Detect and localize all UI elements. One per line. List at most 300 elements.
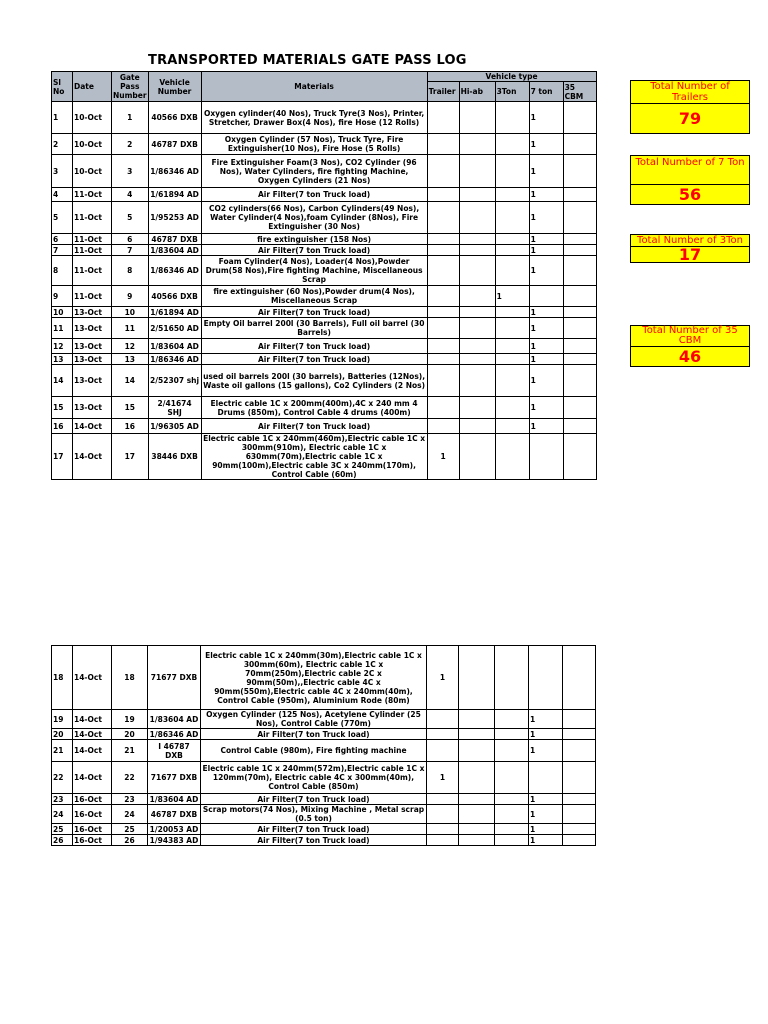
cell-vehicle-number: 2/41674 SHJ bbox=[148, 397, 201, 419]
cell-3ton bbox=[495, 710, 529, 729]
cell-vehicle-number: 1/61894 AD bbox=[148, 307, 201, 318]
cell-35cbm bbox=[563, 202, 596, 234]
cell-gate-pass: 10 bbox=[112, 307, 149, 318]
cell-7ton: 1 bbox=[529, 397, 563, 419]
cell-gate-pass: 23 bbox=[112, 794, 148, 805]
cell-trailer bbox=[427, 307, 459, 318]
table-row bbox=[52, 419, 597, 434]
cell-materials: Air Filter(7 ton Truck load) bbox=[201, 419, 427, 434]
cell-35cbm bbox=[563, 794, 596, 805]
table-row bbox=[52, 155, 597, 188]
table-row bbox=[52, 646, 596, 710]
cell-sl-no: 14 bbox=[52, 365, 73, 397]
cell-35cbm bbox=[563, 134, 596, 155]
cell-3ton bbox=[495, 729, 529, 740]
cell-gate-pass: 3 bbox=[112, 155, 149, 188]
cell-3ton bbox=[495, 434, 529, 480]
page-title: TRANSPORTED MATERIALS GATE PASS LOG bbox=[148, 53, 467, 68]
cell-date: 14-Oct bbox=[73, 710, 112, 729]
cell-materials: Air Filter(7 ton Truck load) bbox=[201, 188, 427, 202]
cell-materials: Air Filter(7 ton Truck load) bbox=[201, 824, 427, 835]
cell-7ton bbox=[529, 286, 563, 307]
cell-materials: fire extinguisher (60 Nos),Powder drum(4 Nos), Miscellaneous Scrap bbox=[201, 286, 427, 307]
cell-3ton bbox=[495, 245, 529, 256]
cell-date: 16-Oct bbox=[73, 835, 112, 846]
table-row bbox=[52, 805, 596, 824]
cell-sl-no: 8 bbox=[52, 256, 73, 286]
cell-sl-no: 11 bbox=[52, 318, 73, 339]
cell-vehicle-number: 46787 DXB bbox=[148, 234, 201, 245]
cell-materials: fire extinguisher (158 Nos) bbox=[201, 234, 427, 245]
cell-7ton: 1 bbox=[529, 354, 563, 365]
cell-gate-pass: 26 bbox=[112, 835, 148, 846]
cell-vehicle-number: 71677 DXB bbox=[148, 646, 201, 710]
cell-gate-pass: 8 bbox=[112, 256, 149, 286]
cell-date: 16-Oct bbox=[73, 824, 112, 835]
cell-hiab bbox=[459, 729, 495, 740]
summary-value: 79 bbox=[678, 109, 702, 128]
table-row bbox=[52, 762, 596, 794]
cell-materials: Electric cable 1C x 240mm(30m),Electric cable 1C x 300mm(60m), Electric cable 1C x 70mm(250m),Electric cable 2C x 90mm(50m),,Electric cable 4C x 90mm(550m),Electric cable 4C x 240mm(40m), Control Cable (950m), Aluminium Rode (80m) bbox=[201, 646, 427, 710]
cell-gate-pass: 7 bbox=[112, 245, 149, 256]
cell-7ton: 1 bbox=[529, 419, 563, 434]
cell-trailer bbox=[427, 740, 459, 762]
summary-label: Total Number of 7 Ton bbox=[631, 156, 749, 185]
cell-vehicle-number: 40566 DXB bbox=[148, 286, 201, 307]
table-row bbox=[52, 134, 597, 155]
cell-vehicle-number: 1/83604 AD bbox=[148, 339, 201, 354]
cell-35cbm bbox=[563, 234, 596, 245]
cell-7ton: 1 bbox=[529, 256, 563, 286]
cell-sl-no: 25 bbox=[52, 824, 73, 835]
cell-35cbm bbox=[563, 824, 596, 835]
cell-date: 14-Oct bbox=[73, 740, 112, 762]
summary-label: Total Number of 3Ton bbox=[631, 235, 749, 247]
cell-trailer: 1 bbox=[427, 762, 459, 794]
cell-date: 14-Oct bbox=[73, 646, 112, 710]
cell-materials: Foam Cylinder(4 Nos), Loader(4 Nos),Powder Drum(58 Nos),Fire fighting Machine, Miscellaneous Scrap bbox=[201, 256, 427, 286]
cell-hiab bbox=[459, 155, 495, 188]
cell-3ton bbox=[495, 365, 529, 397]
cell-trailer bbox=[427, 835, 459, 846]
header-7ton: 7 ton bbox=[529, 82, 563, 102]
cell-hiab bbox=[459, 339, 495, 354]
cell-35cbm bbox=[563, 256, 596, 286]
cell-gate-pass: 14 bbox=[112, 365, 149, 397]
cell-vehicle-number: 38446 DXB bbox=[148, 434, 201, 480]
cell-vehicle-number: 2/51650 AD bbox=[148, 318, 201, 339]
cell-3ton bbox=[495, 134, 529, 155]
cell-trailer bbox=[427, 245, 459, 256]
cell-materials: Oxygen Cylinder (57 Nos), Truck Tyre, Fire Extinguisher(10 Nos), Fire Hose (5 Rolls) bbox=[201, 134, 427, 155]
cell-hiab bbox=[459, 134, 495, 155]
cell-hiab bbox=[459, 419, 495, 434]
header-35cbm: 35 CBM bbox=[563, 82, 596, 102]
table-row bbox=[52, 794, 596, 805]
cell-vehicle-number: 2/52307 shj bbox=[148, 365, 201, 397]
cell-3ton bbox=[495, 805, 529, 824]
cell-sl-no: 15 bbox=[52, 397, 73, 419]
cell-sl-no: 26 bbox=[52, 835, 73, 846]
cell-date: 11-Oct bbox=[73, 202, 112, 234]
cell-7ton: 1 bbox=[529, 155, 563, 188]
cell-vehicle-number: 1/61894 AD bbox=[148, 188, 201, 202]
header-3ton: 3Ton bbox=[495, 82, 529, 102]
cell-hiab bbox=[459, 794, 495, 805]
cell-hiab bbox=[459, 397, 495, 419]
cell-gate-pass: 19 bbox=[112, 710, 148, 729]
cell-sl-no: 21 bbox=[52, 740, 73, 762]
cell-gate-pass: 11 bbox=[112, 318, 149, 339]
cell-7ton bbox=[529, 646, 563, 710]
cell-3ton bbox=[495, 307, 529, 318]
table-row bbox=[52, 354, 597, 365]
cell-trailer bbox=[427, 102, 459, 134]
cell-sl-no: 24 bbox=[52, 805, 73, 824]
cell-hiab bbox=[459, 256, 495, 286]
cell-date: 11-Oct bbox=[73, 256, 112, 286]
cell-gate-pass: 5 bbox=[112, 202, 149, 234]
cell-sl-no: 22 bbox=[52, 762, 73, 794]
cell-date: 10-Oct bbox=[73, 155, 112, 188]
cell-3ton bbox=[495, 824, 529, 835]
cell-trailer bbox=[427, 710, 459, 729]
cell-7ton: 1 bbox=[529, 835, 563, 846]
cell-sl-no: 17 bbox=[52, 434, 73, 480]
cell-date: 16-Oct bbox=[73, 805, 112, 824]
cell-hiab bbox=[459, 307, 495, 318]
cell-materials: used oil barrels 200l (30 barrels), Batteries (12Nos), Waste oil gallons (15 gallons), Co2 Cylinders (2 Nos) bbox=[201, 365, 427, 397]
cell-date: 10-Oct bbox=[73, 134, 112, 155]
cell-gate-pass: 20 bbox=[112, 729, 148, 740]
cell-vehicle-number: 46787 DXB bbox=[148, 134, 201, 155]
summary-3ton bbox=[630, 234, 750, 263]
cell-materials: Air Filter(7 ton Truck load) bbox=[201, 794, 427, 805]
table-row bbox=[52, 434, 597, 480]
cell-3ton bbox=[495, 155, 529, 188]
cell-35cbm bbox=[563, 102, 596, 134]
cell-vehicle-number: 71677 DXB bbox=[148, 762, 201, 794]
cell-3ton bbox=[495, 762, 529, 794]
cell-3ton bbox=[495, 102, 529, 134]
table-row bbox=[52, 710, 596, 729]
cell-7ton: 1 bbox=[529, 234, 563, 245]
cell-date: 14-Oct bbox=[73, 729, 112, 740]
table-row bbox=[52, 234, 597, 245]
cell-sl-no: 23 bbox=[52, 794, 73, 805]
cell-sl-no: 16 bbox=[52, 419, 73, 434]
cell-hiab bbox=[459, 646, 495, 710]
cell-hiab bbox=[459, 202, 495, 234]
cell-35cbm bbox=[563, 835, 596, 846]
cell-trailer bbox=[427, 339, 459, 354]
cell-35cbm bbox=[563, 318, 596, 339]
cell-35cbm bbox=[563, 307, 596, 318]
cell-materials: Control Cable (980m), Fire fighting machine bbox=[201, 740, 427, 762]
cell-vehicle-number: 1/20053 AD bbox=[148, 824, 201, 835]
table-row bbox=[52, 835, 596, 846]
cell-vehicle-number: 1/86346 AD bbox=[148, 155, 201, 188]
cell-gate-pass: 18 bbox=[112, 646, 148, 710]
cell-gate-pass: 2 bbox=[112, 134, 149, 155]
cell-date: 16-Oct bbox=[73, 794, 112, 805]
cell-7ton: 1 bbox=[529, 339, 563, 354]
cell-date: 11-Oct bbox=[73, 188, 112, 202]
cell-vehicle-number: 1/86346 AD bbox=[148, 729, 201, 740]
cell-sl-no: 12 bbox=[52, 339, 73, 354]
cell-sl-no: 20 bbox=[52, 729, 73, 740]
cell-7ton bbox=[529, 434, 563, 480]
cell-trailer: 1 bbox=[427, 434, 459, 480]
cell-gate-pass: 16 bbox=[112, 419, 149, 434]
cell-gate-pass: 22 bbox=[112, 762, 148, 794]
cell-7ton: 1 bbox=[529, 710, 563, 729]
cell-35cbm bbox=[563, 365, 596, 397]
cell-date: 10-Oct bbox=[73, 102, 112, 134]
cell-sl-no: 18 bbox=[52, 646, 73, 710]
cell-sl-no: 7 bbox=[52, 245, 73, 256]
cell-date: 11-Oct bbox=[73, 234, 112, 245]
cell-7ton: 1 bbox=[529, 188, 563, 202]
cell-trailer bbox=[427, 805, 459, 824]
cell-sl-no: 9 bbox=[52, 286, 73, 307]
cell-date: 14-Oct bbox=[73, 434, 112, 480]
table-row bbox=[52, 365, 597, 397]
cell-3ton bbox=[495, 188, 529, 202]
cell-35cbm bbox=[563, 245, 596, 256]
table-row bbox=[52, 245, 597, 256]
cell-date: 14-Oct bbox=[73, 419, 112, 434]
summary-label: Total Number of 35 CBM bbox=[631, 326, 749, 347]
cell-vehicle-number: 1/83604 AD bbox=[148, 245, 201, 256]
header-sl-no: Sl No bbox=[52, 72, 73, 102]
cell-sl-no: 1 bbox=[52, 102, 73, 134]
summary-label: Total Number of Trailers bbox=[631, 81, 749, 104]
cell-7ton: 1 bbox=[529, 729, 563, 740]
cell-materials: Air Filter(7 ton Truck load) bbox=[201, 835, 427, 846]
cell-materials: Oxygen Cylinder (125 Nos), Acetylene Cylinder (25 Nos), Control Cable (770m) bbox=[201, 710, 427, 729]
cell-gate-pass: 24 bbox=[112, 805, 148, 824]
cell-vehicle-number: 1/83604 AD bbox=[148, 794, 201, 805]
cell-gate-pass: 15 bbox=[112, 397, 149, 419]
cell-trailer bbox=[427, 256, 459, 286]
summary-35cbm bbox=[630, 325, 750, 367]
table-row bbox=[52, 339, 597, 354]
cell-trailer bbox=[427, 824, 459, 835]
cell-3ton bbox=[495, 646, 529, 710]
cell-7ton: 1 bbox=[529, 102, 563, 134]
cell-trailer: 1 bbox=[427, 646, 459, 710]
cell-gate-pass: 9 bbox=[112, 286, 149, 307]
cell-trailer bbox=[427, 286, 459, 307]
cell-vehicle-number: 1/94383 AD bbox=[148, 835, 201, 846]
cell-35cbm bbox=[563, 188, 596, 202]
cell-trailer bbox=[427, 794, 459, 805]
table-row bbox=[52, 202, 597, 234]
cell-35cbm bbox=[563, 729, 596, 740]
table-row bbox=[52, 740, 596, 762]
cell-35cbm bbox=[563, 339, 596, 354]
cell-3ton: 1 bbox=[495, 286, 529, 307]
summary-7ton bbox=[630, 155, 750, 205]
cell-3ton bbox=[495, 740, 529, 762]
cell-gate-pass: 12 bbox=[112, 339, 149, 354]
cell-35cbm bbox=[563, 419, 596, 434]
summary-value: 46 bbox=[678, 347, 702, 366]
cell-7ton bbox=[529, 762, 563, 794]
cell-hiab bbox=[459, 805, 495, 824]
summary-value: 56 bbox=[678, 185, 702, 204]
cell-trailer bbox=[427, 134, 459, 155]
table-row bbox=[52, 256, 597, 286]
cell-hiab bbox=[459, 234, 495, 245]
header-materials: Materials bbox=[201, 72, 427, 102]
cell-35cbm bbox=[563, 646, 596, 710]
cell-hiab bbox=[459, 188, 495, 202]
cell-date: 14-Oct bbox=[73, 762, 112, 794]
cell-date: 13-Oct bbox=[73, 307, 112, 318]
cell-vehicle-number: 40566 DXB bbox=[148, 102, 201, 134]
cell-materials: Electric cable 1C x 200mm(400m),4C x 240 mm 4 Drums (850m), Control Cable 4 drums (400m) bbox=[201, 397, 427, 419]
cell-gate-pass: 13 bbox=[112, 354, 149, 365]
cell-date: 13-Oct bbox=[73, 365, 112, 397]
cell-vehicle-number: 1/96305 AD bbox=[148, 419, 201, 434]
cell-sl-no: 6 bbox=[52, 234, 73, 245]
header-gate-pass: Gate Pass Number bbox=[113, 73, 147, 100]
cell-3ton bbox=[495, 339, 529, 354]
cell-trailer bbox=[427, 188, 459, 202]
cell-hiab bbox=[459, 102, 495, 134]
cell-vehicle-number: 1/95253 AD bbox=[148, 202, 201, 234]
cell-gate-pass: 21 bbox=[112, 740, 148, 762]
summary-value: 17 bbox=[678, 245, 702, 264]
cell-sl-no: 13 bbox=[52, 354, 73, 365]
cell-hiab bbox=[459, 762, 495, 794]
cell-date: 13-Oct bbox=[73, 339, 112, 354]
cell-7ton: 1 bbox=[529, 824, 563, 835]
cell-7ton: 1 bbox=[529, 365, 563, 397]
cell-hiab bbox=[459, 245, 495, 256]
cell-3ton bbox=[495, 318, 529, 339]
cell-date: 13-Oct bbox=[73, 354, 112, 365]
cell-3ton bbox=[495, 397, 529, 419]
header-vehicle-type: Vehicle type bbox=[427, 72, 596, 82]
cell-35cbm bbox=[563, 710, 596, 729]
cell-materials: Scrap motors(74 Nos), Mixing Machine , Metal scrap (0.5 ton) bbox=[201, 805, 427, 824]
cell-materials: Electric cable 1C x 240mm(460m),Electric cable 1C x 300mm(910m), Electric cable 1C x 630mm(70m),Electric cable 1C x 90mm(100m),Electric cable 3C x 240mm(170m), Control Cable (60m) bbox=[201, 434, 427, 480]
cell-35cbm bbox=[563, 155, 596, 188]
header-date: Date bbox=[73, 72, 112, 102]
cell-date: 11-Oct bbox=[73, 286, 112, 307]
cell-materials: Empty Oil barrel 200l (30 Barrels), Full oil barrel (30 Barrels) bbox=[201, 318, 427, 339]
cell-materials: Oxygen cylinder(40 Nos), Truck Tyre(3 Nos), Printer, Stretcher, Drawer Box(4 Nos), fire Hose (12 Rolls) bbox=[201, 102, 427, 134]
table-row bbox=[52, 307, 597, 318]
cell-35cbm bbox=[563, 740, 596, 762]
cell-trailer bbox=[427, 202, 459, 234]
cell-3ton bbox=[495, 835, 529, 846]
cell-date: 13-Oct bbox=[73, 318, 112, 339]
cell-35cbm bbox=[563, 397, 596, 419]
cell-35cbm bbox=[563, 286, 596, 307]
cell-hiab bbox=[459, 710, 495, 729]
cell-materials: Air Filter(7 ton Truck load) bbox=[201, 339, 427, 354]
table-row bbox=[52, 318, 597, 339]
cell-trailer bbox=[427, 729, 459, 740]
cell-sl-no: 5 bbox=[52, 202, 73, 234]
cell-materials: Air Filter(7 ton Truck load) bbox=[201, 307, 427, 318]
cell-hiab bbox=[459, 365, 495, 397]
table-row bbox=[52, 729, 596, 740]
cell-hiab bbox=[459, 354, 495, 365]
cell-7ton: 1 bbox=[529, 805, 563, 824]
cell-vehicle-number: I 46787 DXB bbox=[148, 740, 201, 762]
cell-hiab bbox=[459, 740, 495, 762]
cell-35cbm bbox=[563, 434, 596, 480]
cell-35cbm bbox=[563, 354, 596, 365]
header-vehicle-number: Vehicle Number bbox=[148, 72, 201, 102]
cell-3ton bbox=[495, 234, 529, 245]
cell-trailer bbox=[427, 318, 459, 339]
gate-pass-table-top bbox=[51, 71, 597, 480]
table-row bbox=[52, 397, 597, 419]
gate-pass-table-bottom bbox=[51, 645, 596, 846]
summary-trailers bbox=[630, 80, 750, 134]
cell-3ton bbox=[495, 354, 529, 365]
cell-sl-no: 19 bbox=[52, 710, 73, 729]
cell-7ton: 1 bbox=[529, 307, 563, 318]
cell-trailer bbox=[427, 354, 459, 365]
cell-hiab bbox=[459, 286, 495, 307]
cell-sl-no: 4 bbox=[52, 188, 73, 202]
cell-materials: Fire Extinguisher Foam(3 Nos), CO2 Cylinder (96 Nos), Water Cylinders, fire fighting Machine, Oxygen Cylinders (21 Nos) bbox=[201, 155, 427, 188]
table-row bbox=[52, 102, 597, 134]
cell-vehicle-number: 46787 DXB bbox=[148, 805, 201, 824]
cell-trailer bbox=[427, 419, 459, 434]
cell-3ton bbox=[495, 794, 529, 805]
cell-vehicle-number: 1/86346 AD bbox=[148, 256, 201, 286]
cell-3ton bbox=[495, 419, 529, 434]
cell-vehicle-number: 1/83604 AD bbox=[148, 710, 201, 729]
cell-trailer bbox=[427, 365, 459, 397]
cell-trailer bbox=[427, 397, 459, 419]
table-row bbox=[52, 824, 596, 835]
cell-trailer bbox=[427, 155, 459, 188]
table-row bbox=[52, 286, 597, 307]
cell-gate-pass: 6 bbox=[112, 234, 149, 245]
cell-date: 11-Oct bbox=[73, 245, 112, 256]
cell-7ton: 1 bbox=[529, 740, 563, 762]
cell-gate-pass: 4 bbox=[112, 188, 149, 202]
cell-materials: Air Filter(7 ton Truck load) bbox=[201, 354, 427, 365]
cell-hiab bbox=[459, 318, 495, 339]
cell-vehicle-number: 1/86346 AD bbox=[148, 354, 201, 365]
cell-gate-pass: 25 bbox=[112, 824, 148, 835]
cell-materials: Air Filter(7 ton Truck load) bbox=[201, 245, 427, 256]
cell-materials: Electric cable 1C x 240mm(572m),Electric cable 1C x 120mm(70m), Electric cable 4C x 300mm(40m), Control Cable (850m) bbox=[201, 762, 427, 794]
cell-materials: Air Filter(7 ton Truck load) bbox=[201, 729, 427, 740]
cell-trailer bbox=[427, 234, 459, 245]
cell-3ton bbox=[495, 256, 529, 286]
cell-3ton bbox=[495, 202, 529, 234]
cell-sl-no: 2 bbox=[52, 134, 73, 155]
cell-sl-no: 10 bbox=[52, 307, 73, 318]
cell-hiab bbox=[459, 835, 495, 846]
header-trailer: Trailer bbox=[427, 82, 459, 102]
cell-7ton: 1 bbox=[529, 202, 563, 234]
cell-7ton: 1 bbox=[529, 794, 563, 805]
cell-35cbm bbox=[563, 805, 596, 824]
cell-gate-pass: 17 bbox=[112, 434, 149, 480]
